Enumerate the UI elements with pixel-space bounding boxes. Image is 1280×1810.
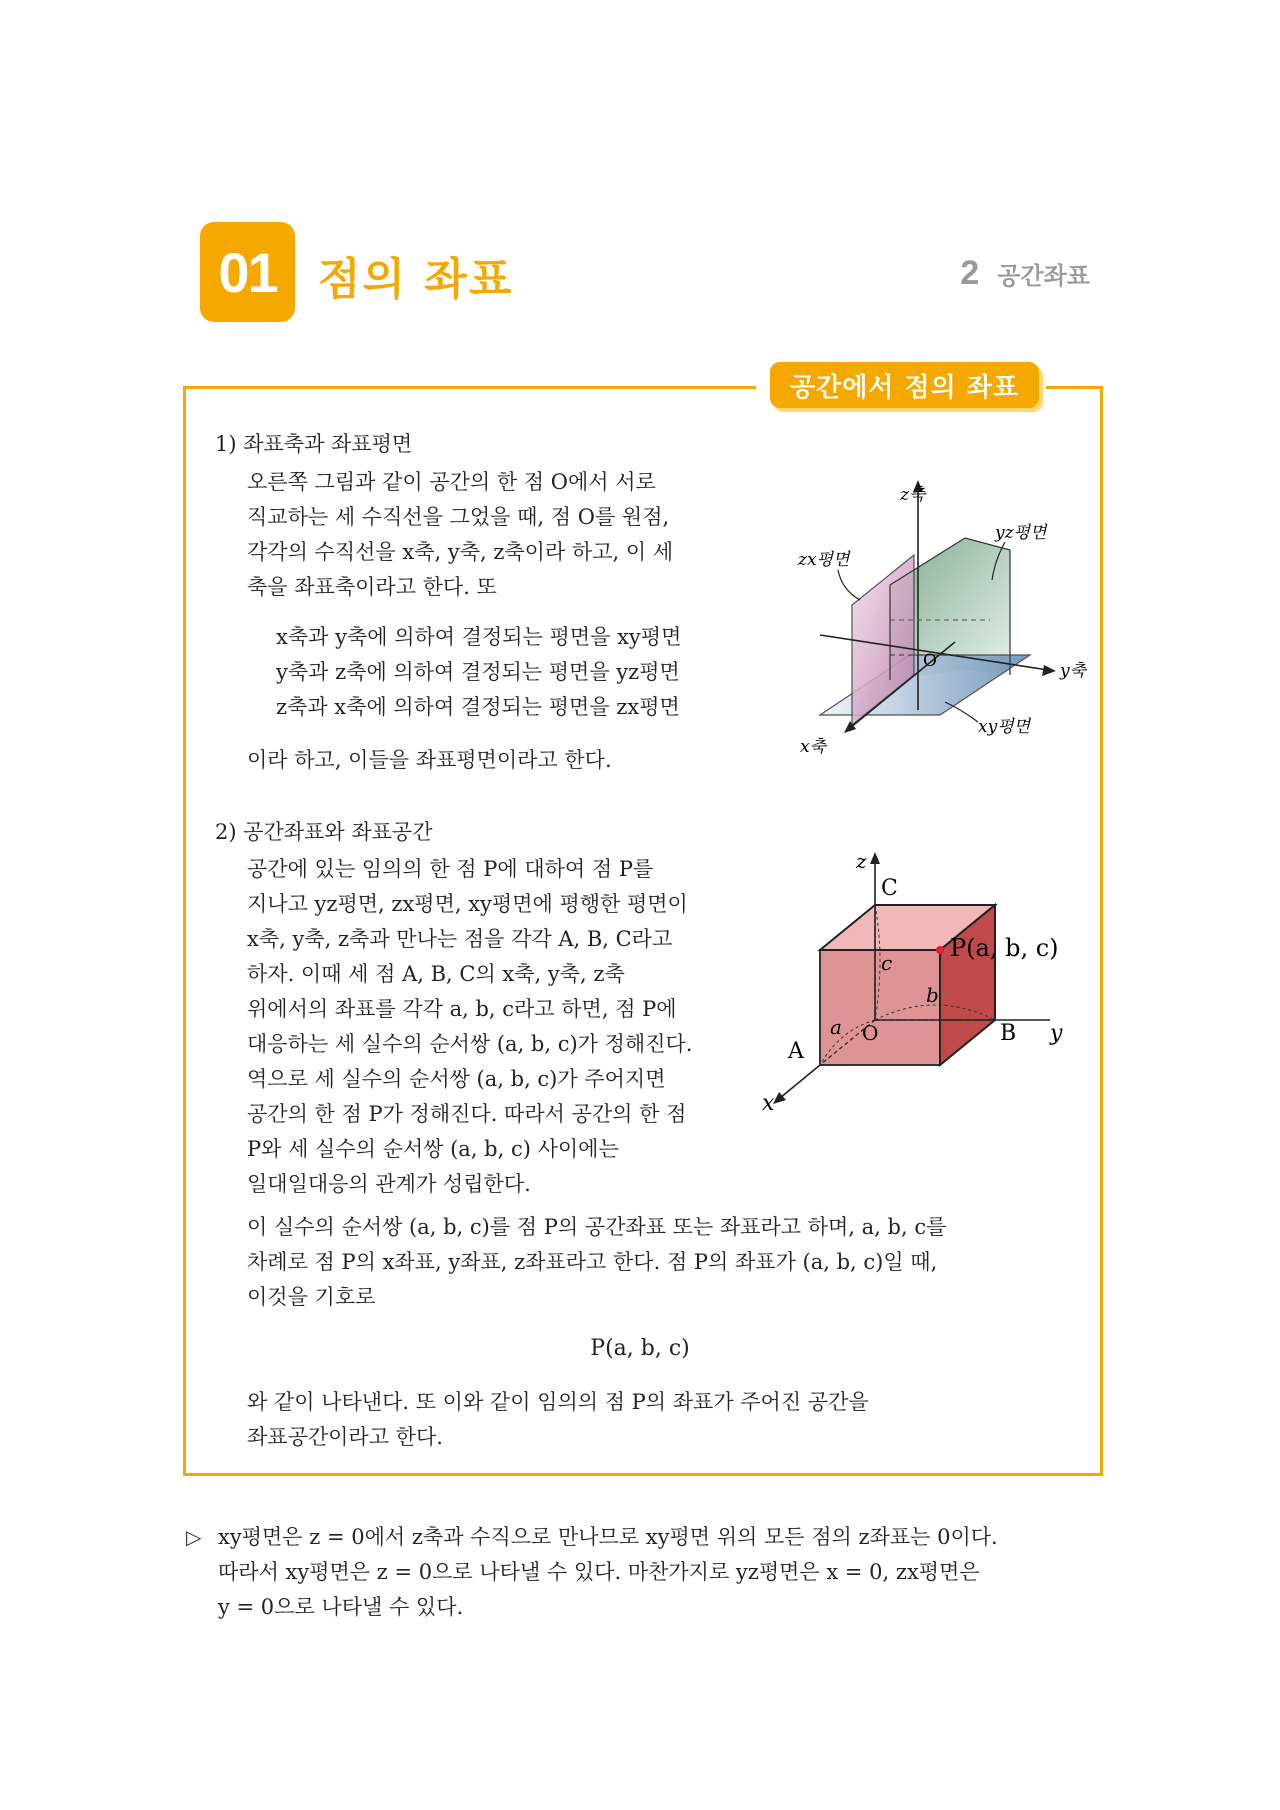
chapter-heading bbox=[960, 254, 1090, 293]
part1-plane-definitions bbox=[276, 620, 681, 725]
fig1-zx-plane-label: zx평면 bbox=[798, 550, 850, 570]
part1-line: 오른쪽 그림과 같이 공간의 한 점 O에서 서로 bbox=[247, 470, 656, 494]
plane-definition: y축과 z축에 의하여 결정되는 평면을 yz평면 bbox=[276, 660, 680, 684]
fig2-c-label: c bbox=[881, 951, 893, 975]
fig1-y-label: y축 bbox=[1060, 661, 1087, 681]
fig2-B-label: B bbox=[1000, 1021, 1017, 1046]
fig2-b-label: b bbox=[926, 983, 939, 1007]
part2-line: 공간에 있는 임의의 한 점 P에 대하여 점 P를 bbox=[247, 857, 654, 881]
part1-line: 축을 좌표축이라고 한다. 또 bbox=[247, 575, 497, 599]
y-axis-arrow bbox=[1042, 665, 1056, 676]
chapter-title: 공간좌표 bbox=[997, 262, 1090, 290]
part2-line: 위에서의 좌표를 각각 a, b, c라고 하면, 점 P에 bbox=[247, 997, 677, 1021]
part2-line: 하자. 이때 세 점 A, B, C의 x축, y축, z축 bbox=[247, 962, 625, 986]
part1-heading: 1) 좌표축과 좌표평면 bbox=[215, 432, 413, 456]
part1-line: 각각의 수직선을 x축, y축, z축이라 하고, 이 세 bbox=[247, 540, 674, 564]
section-number-badge: 01 bbox=[200, 222, 295, 322]
box-label: 공간에서 점의 좌표 bbox=[770, 362, 1039, 408]
note-line: xy평면은 z = 0에서 z축과 수직으로 만나므로 xy평면 위의 모든 점의 z좌표는 0이다. bbox=[218, 1525, 998, 1549]
part2-paragraph bbox=[247, 852, 692, 1202]
part1-line: 직교하는 세 수직선을 그었을 때, 점 O를 원점, bbox=[247, 505, 670, 529]
chapter-number: 2 bbox=[960, 254, 980, 292]
fig1-yz-plane-label: yz평면 bbox=[995, 523, 1047, 543]
part2-line: P와 세 실수의 순서쌍 (a, b, c) 사이에는 bbox=[247, 1137, 619, 1161]
fig2-a-label: a bbox=[830, 1015, 842, 1039]
fig2-y-label: y bbox=[1050, 1021, 1063, 1046]
plane-definition: z축과 x축에 의하여 결정되는 평면을 zx평면 bbox=[276, 695, 680, 719]
coordinate-cube-figure bbox=[760, 840, 1080, 1120]
fig1-z-label: z축 bbox=[900, 485, 926, 505]
fig1-origin-label: O bbox=[923, 651, 937, 671]
part2-closing bbox=[247, 1385, 869, 1455]
fig2-A-label: A bbox=[788, 1039, 804, 1064]
closing-line: 좌표공간이라고 한다. bbox=[247, 1425, 443, 1449]
z-axis-arrow bbox=[870, 852, 880, 864]
fig2-z-label: z bbox=[856, 849, 867, 873]
x-axis bbox=[780, 1065, 820, 1098]
part2-line: 지나고 yz평면, zx평면, xy평면에 평행한 평면이 bbox=[247, 892, 688, 916]
fig1-xy-plane-label: xy평면 bbox=[978, 717, 1031, 737]
closing-line: 와 같이 나타낸다. 또 이와 같이 임의의 점 P의 좌표가 주어진 공간을 bbox=[247, 1390, 869, 1414]
page-title: 점의 좌표 bbox=[318, 254, 514, 305]
part2-coordinate-definition bbox=[247, 1210, 946, 1315]
fig2-P-label: P(a, b, c) bbox=[950, 934, 1059, 962]
fig2-O-label: O bbox=[862, 1021, 879, 1045]
fig1-x-label: x축 bbox=[800, 737, 827, 757]
note-paragraph bbox=[218, 1520, 998, 1625]
part2-line: 역으로 세 실수의 순서쌍 (a, b, c)가 주어지면 bbox=[247, 1067, 666, 1091]
part1-closing: 이라 하고, 이들을 좌표평면이라고 한다. bbox=[247, 748, 612, 772]
formula-P: P(a, b, c) bbox=[590, 1336, 690, 1361]
definition-line: 이 실수의 순서쌍 (a, b, c)를 점 P의 공간좌표 또는 좌표라고 하며, a, b, c를 bbox=[247, 1215, 947, 1239]
part2-heading: 2) 공간좌표와 좌표공간 bbox=[215, 820, 433, 844]
definition-line: 이것을 기호로 bbox=[247, 1285, 376, 1309]
xy-plane-pointer bbox=[945, 702, 978, 722]
part2-line: 대응하는 세 실수의 순서쌍 (a, b, c)가 정해진다. bbox=[247, 1032, 693, 1056]
point-P bbox=[936, 946, 944, 954]
definition-line: 차례로 점 P의 x좌표, y좌표, z좌표라고 한다. 점 P의 좌표가 (a, b, c)일 때, bbox=[247, 1250, 938, 1274]
fig2-C-label: C bbox=[881, 876, 898, 901]
note-line: 따라서 xy평면은 z = 0으로 나타낼 수 있다. 마찬가지로 yz평면은 x = 0, zx평면은 bbox=[218, 1560, 980, 1584]
part1-paragraph bbox=[247, 465, 673, 605]
coordinate-planes-figure bbox=[780, 470, 1100, 760]
part2-line: 일대일대응의 관계가 성립한다. bbox=[247, 1172, 531, 1196]
part2-line: x축, y축, z축과 만나는 점을 각각 A, B, C라고 bbox=[247, 927, 673, 951]
plane-definition: x축과 y축에 의하여 결정되는 평면을 xy평면 bbox=[276, 625, 682, 649]
fig2-x-label: x bbox=[762, 1091, 775, 1116]
note-line: y = 0으로 나타낼 수 있다. bbox=[218, 1595, 464, 1619]
part2-line: 공간의 한 점 P가 정해진다. 따라서 공간의 한 점 bbox=[247, 1102, 687, 1126]
zx-plane-pointer bbox=[838, 570, 860, 600]
note-marker: ▷ bbox=[186, 1525, 202, 1549]
